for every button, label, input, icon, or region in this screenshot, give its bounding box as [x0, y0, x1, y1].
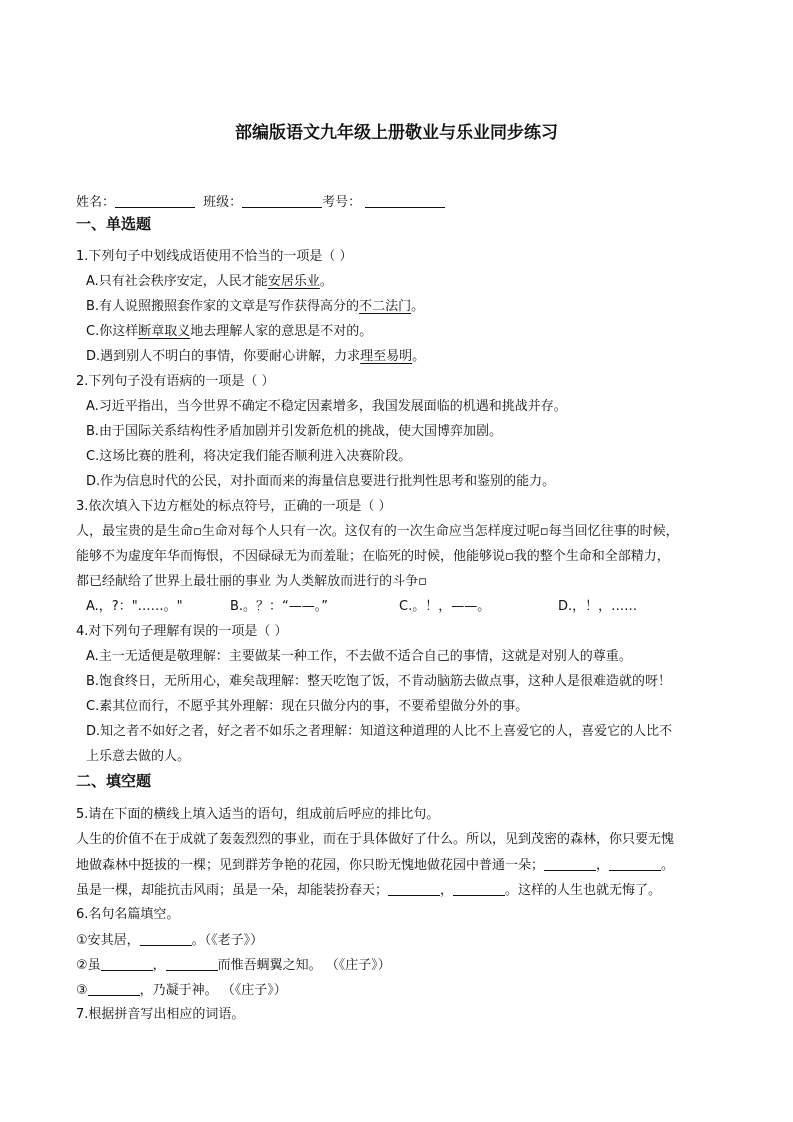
- answer-blank[interactable]: [453, 881, 505, 896]
- question-3-option-b: B.。？：“——。”: [230, 599, 329, 614]
- class-blank[interactable]: [242, 193, 322, 208]
- question-1-stem: 1.下列句子中划线成语使用不恰当的一项是（ ）: [76, 249, 353, 264]
- student-info-line: [76, 193, 445, 212]
- question-3-passage-line: 能够不为虚度年华而悔恨，不因碌碌无为而羞耻；在临死的时候，他能够说▫我的整个生命和全部精力，: [76, 549, 670, 564]
- question-2-option-b: B.由于国际关系结构性矛盾加剧并引发新危机的挑战，使大国博弈加剧。: [86, 424, 503, 439]
- question-6-item-1: [76, 931, 263, 950]
- item-text: 。（《老子》）: [191, 933, 264, 948]
- name-label: 姓名：: [76, 195, 116, 210]
- option-text: 。: [412, 349, 426, 364]
- page-title: 部编版语文九年级上册敬业与乐业同步练习: [235, 123, 558, 143]
- option-text: 。: [411, 299, 425, 314]
- question-4-option-d-continued: 上乐意去做的人。: [86, 749, 191, 764]
- passage-text: 。这样的人生也就无悔了。: [505, 883, 662, 898]
- passage-text: ，: [596, 858, 610, 873]
- question-5-passage-line: [76, 856, 674, 875]
- question-1-option-c: [86, 323, 372, 341]
- option-text: D.遇到别人不明白的事情，你要耐心讲解，力求: [86, 349, 361, 364]
- passage-text: ，: [440, 883, 454, 898]
- item-text: ②虽: [76, 958, 101, 973]
- passage-text: 地做森林中挺拔的一棵；见到群芳争艳的花园，你只盼无愧地做花园中普通一朵；: [76, 858, 545, 873]
- option-text: 。: [319, 274, 333, 289]
- question-6-item-2: [76, 956, 391, 975]
- name-blank[interactable]: [115, 193, 195, 208]
- underlined-idiom: 理至易明: [360, 349, 413, 364]
- exam-number-blank[interactable]: [365, 193, 445, 208]
- option-text: B.有人说照搬照套作家的文章是写作获得高分的: [86, 299, 360, 314]
- question-4-option-c: C.素其位而行，不愿乎其外理解：现在只做分内的事，不要希望做分外的事。: [86, 699, 529, 714]
- question-2-option-d: D.作为信息时代的公民，对扑面而来的海量信息要进行批判性思考和鉴别的能力。: [86, 474, 556, 489]
- question-2-stem: 2.下列句子没有语病的一项是（ ）: [76, 374, 275, 389]
- answer-blank[interactable]: [609, 856, 661, 871]
- question-5-stem: 5.请在下面的横线上填入适当的语句，组成前后呼应的排比句。: [76, 807, 440, 822]
- class-label: 班级：: [203, 195, 243, 210]
- option-text: 地去理解人家的意思是不对的。: [190, 324, 373, 339]
- question-2-option-c: C.这场比赛的胜利，将决定我们能否顺利进入决赛阶段。: [86, 449, 412, 464]
- item-text: ③: [76, 983, 88, 998]
- question-7-stem: 7.根据拼音写出相应的词语。: [76, 1007, 245, 1022]
- question-3-option-c: C.。！，——。: [399, 599, 491, 614]
- question-5-passage-line: [76, 881, 661, 900]
- item-text: 而惟吾蜩翼之知。 （《庄子》）: [217, 958, 391, 973]
- item-text: ，: [152, 958, 166, 973]
- question-1-option-b: [86, 298, 424, 316]
- question-1-option-a: [86, 273, 333, 291]
- item-text: ，乃凝于神。 （《庄子》）: [139, 983, 287, 998]
- question-3-stem: 3.依次填入下边方框处的标点符号，正确的一项是（ ）: [76, 499, 392, 514]
- item-text: ①安其居，: [76, 933, 140, 948]
- answer-blank[interactable]: [88, 981, 140, 996]
- underlined-idiom: 断章取义: [138, 324, 191, 339]
- question-2-option-a: A.习近平指出，当今世界不确定不稳定因素增多，我国发展面临的机遇和挑战并存。: [86, 399, 567, 414]
- question-6-stem: 6.名句名篇填空。: [76, 907, 180, 922]
- passage-text: 虽是一棵，却能抗击风雨；虽是一朵，却能装扮春天；: [76, 883, 389, 898]
- question-6-item-3: [76, 981, 287, 1000]
- question-3-passage-line: 人，最宝贵的是生命▫生命对每个人只有一次。这仅有的一次生命应当怎样度过呢▫每当回忆往事的时候，: [76, 524, 679, 539]
- answer-blank[interactable]: [166, 956, 218, 971]
- question-5-passage-line: 人生的价值不在于成就了轰轰烈烈的事业，而在于具体做好了什么。所以，见到茂密的森林，你只要无愧: [76, 832, 675, 847]
- question-3-option-a: A.，?："……。": [86, 599, 183, 614]
- question-3-option-d: D.，！，……: [558, 599, 638, 614]
- option-text: A.只有社会秩序安定，人民才能: [86, 274, 268, 289]
- section-heading-single-choice: 一、单选题: [76, 215, 152, 233]
- question-4-option-b: B.饱食终日，无所用心，难矣哉理解：整天吃饱了饭，不肯动脑筋去做点事，这种人是很难造就的呀！: [86, 674, 672, 689]
- underlined-idiom: 不二法门: [359, 299, 412, 314]
- question-3-passage-line: 都已经献给了世界上最壮丽的事业 为人类解放而进行的斗争▫: [76, 574, 427, 589]
- question-4-stem: 4.对下列句子理解有误的一项是（ ）: [76, 624, 288, 639]
- option-text: C.你这样: [86, 324, 139, 339]
- answer-blank[interactable]: [101, 956, 153, 971]
- question-4-option-a: A.主一无适便是敬理解：主要做某一种工作，不去做不适合自己的事情，这就是对别人的尊重。: [86, 649, 632, 664]
- section-heading-fill-in: 二、填空题: [76, 772, 152, 790]
- underlined-idiom: 安居乐业: [267, 274, 320, 289]
- question-1-option-d: [86, 348, 425, 366]
- answer-blank[interactable]: [544, 856, 596, 871]
- exam-label: 考号：: [322, 195, 362, 210]
- answer-blank[interactable]: [140, 931, 192, 946]
- answer-blank[interactable]: [388, 881, 440, 896]
- question-4-option-d: D.知之者不如好之者，好之者不如乐之者理解：知道这种道理的人比不上喜爱它的人，喜爱它的人比不: [86, 724, 673, 739]
- passage-text: 。: [661, 858, 675, 873]
